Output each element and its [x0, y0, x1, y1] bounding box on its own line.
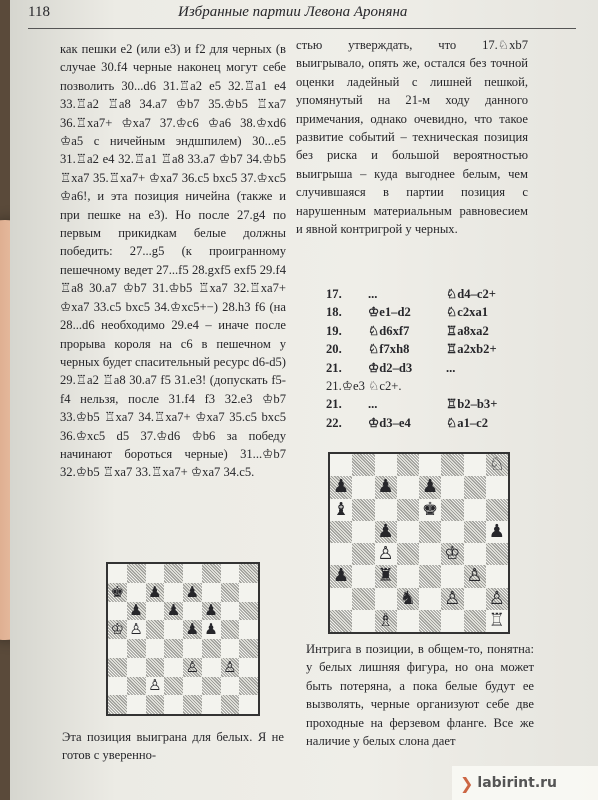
board-square [419, 476, 441, 498]
move-number: 22. [326, 415, 342, 430]
board-square [397, 521, 419, 543]
move-number: 21. [326, 360, 342, 375]
move-list [326, 285, 536, 432]
board-square [183, 564, 202, 583]
chess-piece-icon: ♚ [422, 498, 439, 520]
board-square [221, 620, 240, 639]
board-square [164, 677, 183, 696]
chess-diagram-right [328, 452, 510, 634]
page-number: 118 [28, 4, 50, 20]
board-square [239, 639, 258, 658]
book-page [10, 0, 598, 800]
board-square [146, 677, 165, 696]
board-square [419, 543, 441, 565]
move-row [326, 414, 536, 432]
board-square [239, 677, 258, 696]
board-square [108, 639, 127, 658]
chess-piece-icon: ♟ [204, 620, 218, 639]
board-square [419, 521, 441, 543]
board-square [441, 565, 463, 587]
black-move: ♖b2–b3+ [446, 397, 498, 412]
move-number: 21. [326, 397, 342, 412]
board-square [202, 564, 221, 583]
board-square [108, 658, 127, 677]
board-square [127, 602, 146, 621]
board-square [127, 695, 146, 714]
white-move: ♔d3–e4 [368, 415, 411, 430]
board-square [146, 564, 165, 583]
board-square [164, 639, 183, 658]
white-move: ... [368, 397, 378, 412]
chess-piece-icon: ♟ [377, 476, 394, 498]
board-square [183, 583, 202, 602]
move-row [326, 303, 536, 321]
chess-piece-icon: ♙ [466, 565, 483, 587]
board-square [464, 565, 486, 587]
bottom-left-text: Эта позиция выиграна для белых. Я не готов с уверенно- [62, 730, 284, 763]
board-square [352, 543, 374, 565]
variation-text: 21.♔e3 ♘c2+. [326, 378, 402, 393]
board-square [441, 454, 463, 476]
board-square [397, 499, 419, 521]
bottom-right-text: Интрига в позиции, в общем-то, понятна: у белых лишняя фигура, но она может быть потеряна, а пока белые будут ее вызволять, черные организуют себе две проходные на ферзевом фланге. Все же наличие у белых слона дает [306, 642, 534, 749]
board-square [146, 602, 165, 621]
board-square [375, 588, 397, 610]
board-square [108, 695, 127, 714]
board-square [164, 658, 183, 677]
board-square [486, 565, 508, 587]
board-square [486, 543, 508, 565]
board-square [183, 658, 202, 677]
board-square [239, 620, 258, 639]
chess-piece-icon: ♟ [129, 601, 143, 620]
black-move: ♘a1–c2 [446, 415, 489, 430]
board-square [397, 565, 419, 587]
board-square [108, 620, 127, 639]
board-square [352, 454, 374, 476]
board-square [441, 476, 463, 498]
chess-piece-icon: ♙ [223, 657, 237, 676]
chess-piece-icon: ♙ [377, 543, 394, 565]
board-square [397, 476, 419, 498]
board-square [464, 543, 486, 565]
board-square [183, 677, 202, 696]
board-square [352, 521, 374, 543]
board-square [464, 610, 486, 632]
right-paragraph: стью утверждать, что 17.♘xb7 выигрывало, опять же, остался без точной оценки ладейный с лишней пешкой, упомянутый на 21-м ходу данного примечания, однако очевидно, что такое развитие событий – техническая позиция без риска и большой вероятностью выигрыша – куда выгоднее белым, чем случившаяся в партии позиция с нарушенным материальным равновесием и явной контригрой у черных. [296, 38, 528, 237]
watermark [452, 766, 598, 800]
board-square [202, 583, 221, 602]
board-square [108, 602, 127, 621]
board-square [352, 499, 374, 521]
board-square [375, 454, 397, 476]
board-square [164, 620, 183, 639]
board-square [127, 620, 146, 639]
board-square [441, 499, 463, 521]
chess-piece-icon: ♟ [488, 520, 505, 542]
chess-piece-icon: ♖ [488, 609, 505, 631]
bird-icon: ❯ [460, 773, 474, 793]
board-square [330, 476, 352, 498]
move-row [326, 395, 536, 413]
chess-piece-icon: ♟ [166, 601, 181, 620]
board-square [375, 610, 397, 632]
board-square [221, 695, 240, 714]
board-square [330, 454, 352, 476]
board-square [127, 658, 146, 677]
board-square [202, 639, 221, 658]
board-square [108, 583, 127, 602]
board-square [330, 499, 352, 521]
chess-piece-icon: ♟ [333, 565, 350, 587]
move-number: 20. [326, 342, 342, 357]
board-square [164, 583, 183, 602]
board-square [441, 521, 463, 543]
board-square [419, 499, 441, 521]
board-square [441, 588, 463, 610]
chess-piece-icon: ♔ [444, 543, 461, 565]
black-move: ♖a8xa2 [446, 323, 489, 338]
chess-piece-icon: ♟ [377, 520, 394, 542]
chess-piece-icon: ♞ [399, 587, 416, 609]
black-move: ♘c2xa1 [446, 305, 489, 320]
move-row [326, 359, 536, 377]
white-move: ♔e1–d2 [368, 305, 411, 320]
board-square [419, 454, 441, 476]
chess-piece-icon: ♟ [333, 476, 350, 498]
board-square [441, 610, 463, 632]
board-square [202, 695, 221, 714]
board-square [397, 543, 419, 565]
board-square [221, 639, 240, 658]
move-number: 19. [326, 323, 342, 338]
board-square [183, 639, 202, 658]
board-square [330, 588, 352, 610]
move-variation [326, 377, 536, 395]
chess-diagram-left [106, 562, 260, 716]
chess-piece-icon: ♗ [377, 609, 394, 631]
board-square [441, 543, 463, 565]
board-square [486, 610, 508, 632]
chess-piece-icon: ♙ [444, 587, 461, 609]
board-square [375, 521, 397, 543]
board-square [352, 610, 374, 632]
black-move: ... [446, 360, 456, 375]
board-square [419, 610, 441, 632]
chess-piece-icon: ♟ [148, 582, 162, 601]
board-square [330, 521, 352, 543]
board-square [375, 499, 397, 521]
move-row [326, 322, 536, 340]
board-square [486, 521, 508, 543]
chess-piece-icon: ♙ [185, 657, 200, 676]
board-square [486, 588, 508, 610]
black-move: ♘d4–c2+ [446, 287, 496, 301]
board-square [419, 588, 441, 610]
board-square [164, 695, 183, 714]
board-square [464, 476, 486, 498]
chess-piece-icon: ♟ [204, 601, 218, 620]
board-square [464, 521, 486, 543]
board-square [239, 658, 258, 677]
board-square [127, 564, 146, 583]
white-move: ♔d2–d3 [368, 360, 413, 375]
board-square [127, 583, 146, 602]
board-square [164, 564, 183, 583]
left-paragraph: как пешки e2 (или e3) и f2 для черных (в случае 30.f4 черные наконец могут себе позволить 30...d6 31.♖a2 e5 32.♖a1 e4 33.♖a2 ♖a8 34.a7 ♔b7 35.♔b5 ♖xa7 36.♖xa7+ ♔xa7 37.♔c6 ♔a6 38.♔xd6 ♔a5 с ничейным эндшпилем) 30...e5 31.♖a2 e4 32.♖a1 ♖a8 33.a7 ♔b7 34.♔b5 ♖xa7 35.♖xa7+ ♔xa7 36.c5 bxc5 37.♔xc5 ♔a6!, и эта позиция ничейна (также и при пешке на e3). Но после 27.g4 по первым прикидкам белые должны победить: 27...g5 (к проигранному пешечному ведет 27...f5 28.gxf5 exf5 29.f4 ♖a8 30.a7 ♔b7 31.♔b5 ♖xa7 32.♖xa7+ ♔xa7 33.c5 bxc5 34.♔xc5+−) 28.h3 f6 (на 28...d6 необходимо 29.e4 – иначе после прорыва короля на c6 в пешечном у черных будет спасительный ресурс d6-d5) 29.♖a2 ♖a8 30.a7 f5 31.e3! (допускать f5-f4 нельзя, после 31.f4 f3 32.e3 ♔b7 33.♔b5 ♖xa7 34.♖xa7+ ♔xa7 35.c5 bxc5 36.♔xc5 d5 37.♔d6 ♔b6 за победу начинают бороться черные) 31...♔b7 32.♔b5 ♖xa7 33.♖xa7+ ♔xa7 34.c5. [60, 42, 286, 480]
board-square [146, 695, 165, 714]
move-number: 17. [326, 287, 342, 301]
move-row [326, 285, 536, 303]
board-square [397, 610, 419, 632]
white-move: ... [368, 287, 378, 301]
board-square [221, 602, 240, 621]
board-square [397, 454, 419, 476]
chess-piece-icon: ♟ [422, 476, 439, 498]
board-square [202, 602, 221, 621]
header-rule [28, 28, 576, 29]
board-square [239, 564, 258, 583]
board-square [486, 454, 508, 476]
chess-piece-icon: ♟ [185, 582, 200, 601]
board-square [397, 588, 419, 610]
board-square [239, 583, 258, 602]
board-square [486, 499, 508, 521]
board-square [419, 565, 441, 587]
board-square [464, 454, 486, 476]
black-move: ♖a2xb2+ [446, 342, 497, 357]
board-square [330, 565, 352, 587]
board-square [146, 639, 165, 658]
board-square [202, 620, 221, 639]
board-square [330, 543, 352, 565]
board-square [202, 677, 221, 696]
chess-piece-icon: ♘ [488, 454, 505, 476]
board-square [221, 564, 240, 583]
board-square [146, 620, 165, 639]
board-square [375, 565, 397, 587]
board-square [127, 639, 146, 658]
chess-piece-icon: ♟ [185, 620, 200, 639]
chess-piece-icon: ♔ [110, 620, 125, 639]
board-square [183, 695, 202, 714]
chess-piece-icon: ♙ [129, 620, 143, 639]
book-title: Избранные партии Левона Ароняна [178, 4, 408, 20]
board-square [108, 677, 127, 696]
move-number: 18. [326, 305, 342, 320]
board-square [352, 565, 374, 587]
page-header [28, 4, 574, 26]
board-square [221, 658, 240, 677]
move-row [326, 340, 536, 358]
board-square [486, 476, 508, 498]
board-square [183, 602, 202, 621]
board-square [127, 677, 146, 696]
chess-piece-icon: ♚ [110, 582, 125, 601]
board-square [146, 658, 165, 677]
left-column [60, 40, 286, 482]
board-square [464, 499, 486, 521]
board-square [221, 677, 240, 696]
board-square [464, 588, 486, 610]
chess-piece-icon: ♝ [333, 498, 350, 520]
board-square [146, 583, 165, 602]
board-square [202, 658, 221, 677]
board-square [352, 588, 374, 610]
board-square [108, 564, 127, 583]
board-square [221, 583, 240, 602]
chess-piece-icon: ♜ [377, 565, 394, 587]
board-square [375, 476, 397, 498]
board-square [352, 476, 374, 498]
board-square [239, 695, 258, 714]
white-move: ♘f7xh8 [368, 342, 410, 357]
chess-piece-icon: ♙ [488, 587, 505, 609]
right-column [296, 36, 528, 238]
board-square [375, 543, 397, 565]
board-square [239, 602, 258, 621]
board-square [330, 610, 352, 632]
board-square [183, 620, 202, 639]
watermark-text: labirint.ru [477, 775, 558, 791]
chess-piece-icon: ♙ [148, 676, 162, 695]
board-square [164, 602, 183, 621]
white-move: ♘d6xf7 [368, 323, 410, 338]
